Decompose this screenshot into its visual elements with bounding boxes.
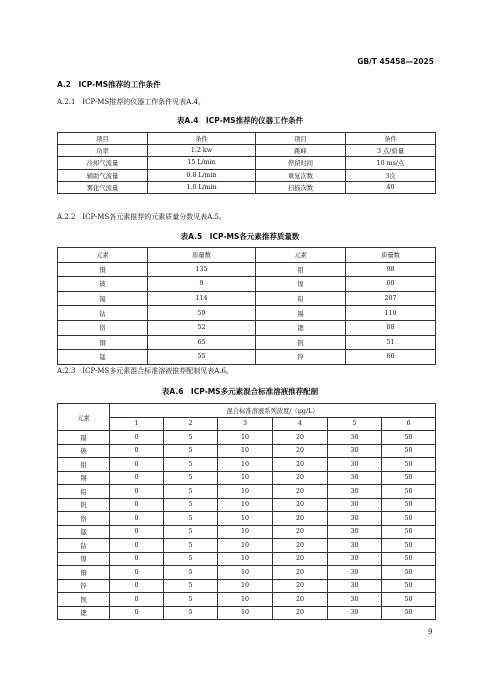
table-row [58, 444, 436, 458]
table-cell: 5 [164, 606, 218, 620]
table-cell: 锶 [58, 606, 110, 620]
table-cell: 30 [328, 566, 382, 580]
table-cell: 10 [218, 498, 273, 512]
table-cell: 20 [273, 458, 328, 472]
table-cell: 0 [110, 579, 164, 593]
table-cell: 88 [346, 320, 436, 335]
table-cell: 铜 [58, 262, 148, 277]
table-cell: 60 [346, 277, 436, 292]
table-cell: 钴 [58, 539, 110, 553]
column-header: 元素 [256, 248, 346, 263]
table-cell: 20 [273, 512, 328, 526]
table-cell: 0 [110, 606, 164, 620]
table-cell: 50 [382, 431, 436, 445]
table-cell: 重复次数 [256, 169, 346, 181]
table-cell: 30 [328, 471, 382, 485]
table-cell: 5 [164, 498, 218, 512]
table-cell: 30 [328, 593, 382, 607]
table-cell: 0 [110, 539, 164, 553]
table-cell: 钴 [58, 306, 148, 321]
table-cell: 3 点/质量 [346, 145, 436, 157]
table-cell: 锌 [256, 350, 346, 365]
table-row [58, 320, 436, 335]
table-cell: 30 [328, 525, 382, 539]
table-row [58, 350, 436, 365]
table-cell: 59 [148, 306, 256, 321]
table-cell: 20 [273, 552, 328, 566]
table-cell: 5 [164, 512, 218, 526]
table-row [58, 566, 436, 580]
table-cell: 50 [382, 552, 436, 566]
table-cell: 10 [218, 606, 273, 620]
series-header: 1 [110, 417, 164, 431]
table-cell: 10 [218, 444, 273, 458]
table-cell: 30 [328, 458, 382, 472]
table-row [58, 593, 436, 607]
table-cell: 50 [382, 566, 436, 580]
table-cell: 20 [273, 525, 328, 539]
table-cell: 5 [164, 552, 218, 566]
table-cell: 65 [148, 335, 256, 350]
table-row [58, 431, 436, 445]
table-cell: 雾化气流量 [58, 181, 148, 193]
table-cell: 50 [382, 579, 436, 593]
table-row [58, 145, 436, 157]
table-cell: 0 [110, 431, 164, 445]
table-cell: 50 [382, 525, 436, 539]
table-cell: 50 [382, 458, 436, 472]
table-cell: 0 [110, 458, 164, 472]
table-cell: 钼 [58, 458, 110, 472]
table-cell: 50 [382, 485, 436, 499]
table-cell: 50 [382, 471, 436, 485]
table-cell: 50 [382, 512, 436, 526]
table-cell: 锡 [256, 306, 346, 321]
paragraph-a21: A.2.1 ICP-MS推荐的仪器工作条件见表A.4。 [57, 98, 205, 106]
table-cell: 51 [346, 335, 436, 350]
table-row [58, 335, 436, 350]
table5-caption: 表A.5 ICP-MS各元素推荐质量数 [180, 232, 300, 241]
table-row [58, 552, 436, 566]
table-cell: 镉 [58, 291, 148, 306]
table-cell: 锰 [58, 350, 148, 365]
table-cell: 30 [328, 512, 382, 526]
table-cell: 0 [110, 498, 164, 512]
paragraph-a22: A.2.2 ICP-MS各元素推荐的元素质量分数见表A.5。 [57, 213, 226, 221]
table-cell: 10 [218, 431, 273, 445]
table-row [58, 471, 436, 485]
table-cell: 10 [218, 566, 273, 580]
standard-code: GB/T 45458—2025 [357, 57, 434, 66]
table-cell: 钒 [256, 335, 346, 350]
table-cell: 5 [164, 593, 218, 607]
series-header: 2 [164, 417, 218, 431]
table-a5 [57, 247, 436, 365]
table-header-row [58, 404, 436, 418]
table-cell: 119 [346, 306, 436, 321]
table-cell: 锌 [58, 579, 110, 593]
table-cell: 20 [273, 593, 328, 607]
table-a4 [57, 132, 436, 194]
table-cell: 停留时间 [256, 157, 346, 169]
table-cell: 铅 [256, 291, 346, 306]
table-cell: 30 [328, 579, 382, 593]
table-cell: 207 [346, 291, 436, 306]
table-cell: 钡 [58, 593, 110, 607]
series-header: 4 [273, 417, 328, 431]
table-cell: 锰 [58, 525, 110, 539]
table-subheader-row [58, 417, 436, 431]
table-row [58, 485, 436, 499]
table-cell: 20 [273, 431, 328, 445]
table-cell: 3次 [346, 169, 436, 181]
column-header: 项目 [58, 133, 148, 145]
table-cell: 锶 [256, 320, 346, 335]
table-cell: 5 [164, 525, 218, 539]
table-row [58, 277, 436, 292]
table-cell: 0.8 L/min [148, 169, 256, 181]
column-header: 项目 [256, 133, 346, 145]
table-cell: 30 [328, 444, 382, 458]
table-cell: 20 [273, 485, 328, 499]
table-cell: 0 [110, 444, 164, 458]
table-cell: 66 [346, 350, 436, 365]
table-cell: 50 [382, 498, 436, 512]
table-cell: 50 [382, 444, 436, 458]
table-cell: 铅 [58, 485, 110, 499]
table-cell: 30 [328, 539, 382, 553]
column-header: 条件 [346, 133, 436, 145]
table-cell: 0 [110, 485, 164, 499]
table-row [58, 512, 436, 526]
table-cell: 98 [346, 262, 436, 277]
table-row [58, 458, 436, 472]
element-column-header: 元素 [58, 404, 110, 431]
series-header: 5 [328, 417, 382, 431]
table-row [58, 169, 436, 181]
table-cell: 5 [164, 431, 218, 445]
table-cell: 10 [218, 512, 273, 526]
table-cell: 10 [218, 552, 273, 566]
table-cell: 锡 [58, 471, 110, 485]
table-row [58, 498, 436, 512]
table-cell: 0 [110, 471, 164, 485]
table-cell: 10 ms/点 [346, 157, 436, 169]
table-cell: 5 [164, 539, 218, 553]
table-cell: 10 [218, 525, 273, 539]
table-cell: 镍 [58, 552, 110, 566]
table-cell: 辅助气流量 [58, 169, 148, 181]
table-cell: 功率 [58, 145, 148, 157]
table-row [58, 539, 436, 553]
table-cell: 0 [110, 525, 164, 539]
table-cell: 5 [164, 579, 218, 593]
table-cell: 0 [110, 593, 164, 607]
table-header-row [58, 248, 436, 263]
table-cell: 铍 [58, 444, 110, 458]
table-cell: 镍 [256, 277, 346, 292]
table-cell: 铬 [58, 512, 110, 526]
paragraph-a23: A.2.3 ICP-MS多元素混合标准溶液推荐配制见表A.6。 [57, 367, 233, 375]
table-cell: 10 [218, 579, 273, 593]
table-cell: 5 [164, 471, 218, 485]
table-cell: 5 [164, 485, 218, 499]
table-cell: 9 [148, 277, 256, 292]
table-cell: 钒 [58, 498, 110, 512]
table-cell: 5 [164, 458, 218, 472]
table-cell: 钼 [256, 262, 346, 277]
table-cell: 0 [110, 566, 164, 580]
page-number: 9 [428, 628, 433, 636]
table-cell: 10 [218, 593, 273, 607]
table-row [58, 291, 436, 306]
table-a6 [57, 403, 436, 620]
table-cell: 0 [110, 552, 164, 566]
column-header: 元素 [58, 248, 148, 263]
table-row [58, 579, 436, 593]
section-heading: A.2 ICP-MS推荐的工作条件 [57, 80, 161, 89]
column-header: 质量数 [148, 248, 256, 263]
series-header: 6 [382, 417, 436, 431]
table-cell: 铜 [58, 566, 110, 580]
table-cell: 135 [148, 262, 256, 277]
table-cell: 10 [218, 485, 273, 499]
table-cell: 镉 [58, 431, 110, 445]
table-cell: 0 [110, 512, 164, 526]
table-cell: 50 [382, 539, 436, 553]
table-row [58, 606, 436, 620]
column-header: 条件 [148, 133, 256, 145]
table-cell: 30 [328, 485, 382, 499]
table-cell: 114 [148, 291, 256, 306]
table-cell: 跳峰 [256, 145, 346, 157]
table-row [58, 181, 436, 193]
table-cell: 冷却气流量 [58, 157, 148, 169]
table-cell: 20 [273, 471, 328, 485]
table-cell: 5 [164, 444, 218, 458]
table-cell: 20 [273, 498, 328, 512]
table-cell: 15 L/min [148, 157, 256, 169]
table-cell: 铜 [58, 335, 148, 350]
table-cell: 30 [328, 606, 382, 620]
table-cell: 20 [273, 539, 328, 553]
table-cell: 扫描次数 [256, 181, 346, 193]
table-row [58, 157, 436, 169]
table-cell: 30 [328, 498, 382, 512]
table-cell: 10 [218, 471, 273, 485]
table-cell: 10 [218, 458, 273, 472]
table-row [58, 525, 436, 539]
table-cell: 铬 [58, 320, 148, 335]
table-cell: 20 [273, 606, 328, 620]
table-cell: 50 [382, 593, 436, 607]
table4-caption: 表A.4 ICP-MS推荐的仪器工作条件 [176, 116, 304, 125]
table-row [58, 262, 436, 277]
table-row [58, 306, 436, 321]
table-cell: 20 [273, 566, 328, 580]
table-cell: 20 [273, 579, 328, 593]
table6-caption: 表A.6 ICP-MS多元素混合标准溶液推荐配制 [161, 387, 319, 396]
concentration-group-header: 混合标准溶液系列浓度/（μg/L） [110, 404, 436, 418]
table-cell: 40 [346, 181, 436, 193]
series-header: 3 [218, 417, 273, 431]
table-cell: 52 [148, 320, 256, 335]
table-cell: 30 [328, 552, 382, 566]
table-cell: 1.2 kw [148, 145, 256, 157]
table-cell: 55 [148, 350, 256, 365]
table-header-row [58, 133, 436, 145]
table-cell: 10 [218, 539, 273, 553]
table-cell: 5 [164, 566, 218, 580]
table-cell: 1.0 L/min [148, 181, 256, 193]
table-cell: 50 [382, 606, 436, 620]
table-cell: 铍 [58, 277, 148, 292]
column-header: 质量数 [346, 248, 436, 263]
table-cell: 30 [328, 431, 382, 445]
table-cell: 20 [273, 444, 328, 458]
